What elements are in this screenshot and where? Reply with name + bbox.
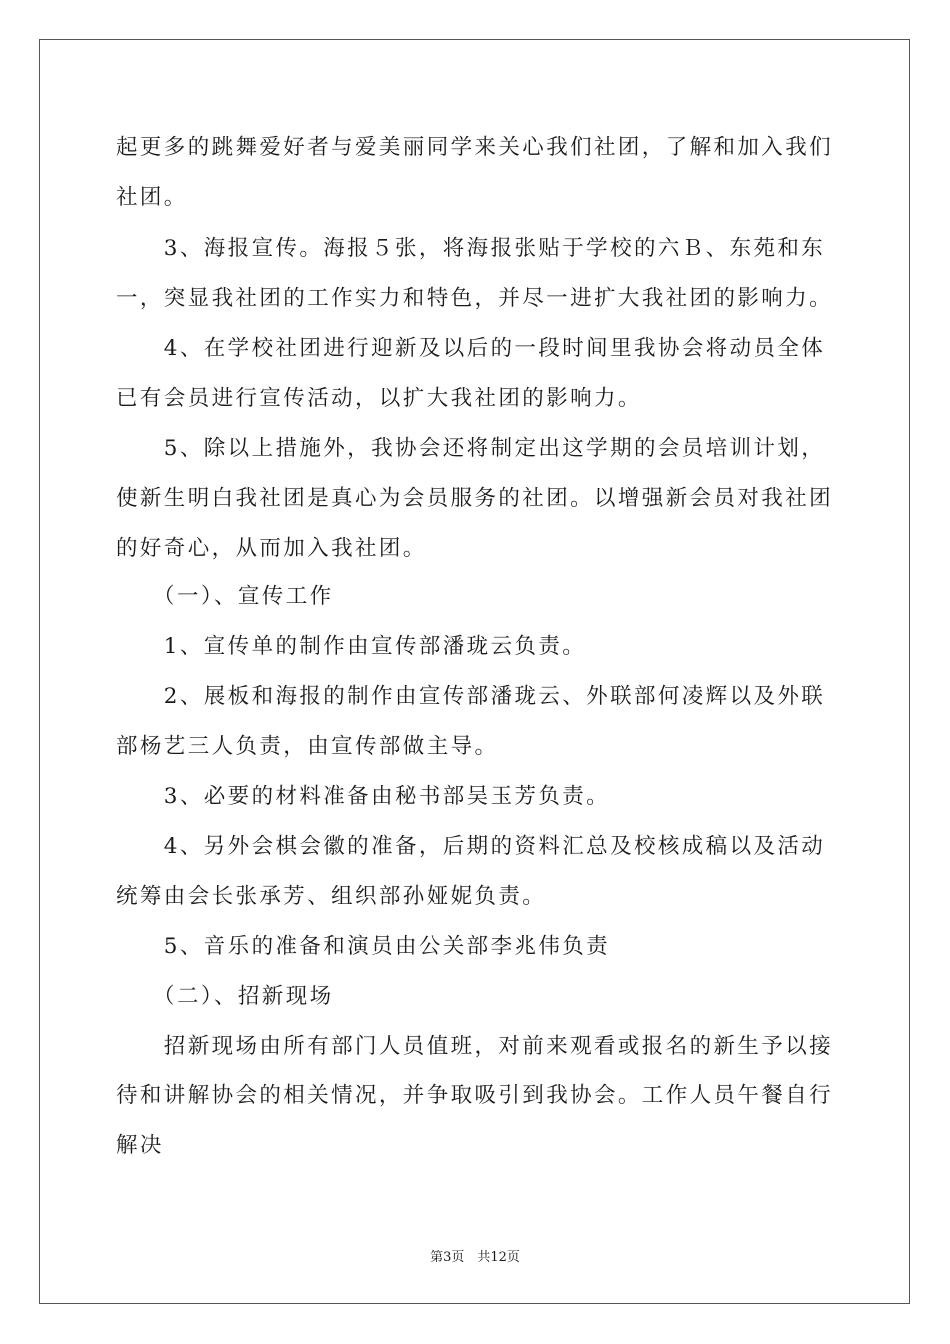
section-heading: （二）、招新现场 — [116, 984, 334, 1009]
text-line: 1、宣传单的制作由宣传部潘珑云负责。 — [116, 634, 587, 659]
page-border — [39, 39, 910, 1304]
text-line: 4、另外会棋会徽的准备，后期的资料汇总及校核成稿以及活动 — [116, 834, 826, 859]
text-line: 3、必要的材料准备由秘书部吴玉芳负责。 — [116, 784, 611, 809]
text-line: 待和讲解协会的相关情况，并争取吸引到我协会。工作人员午餐自行 — [116, 1083, 834, 1108]
text-line: 5、除以上措施外，我协会还将制定出这学期的会员培训计划， — [116, 436, 826, 461]
text-line: 起更多的跳舞爱好者与爱美丽同学来关心我们社团，了解和加入我们 — [116, 135, 834, 160]
text-line: 部杨艺三人负责，由宣传部做主导。 — [116, 734, 499, 759]
text-line: 使新生明白我社团是真心为会员服务的社团。以增强新会员对我社团 — [116, 486, 834, 511]
text-line: 招新现场由所有部门人员值班，对前来观看或报名的新生予以接 — [116, 1034, 834, 1059]
text-line: 5、音乐的准备和演员由公关部李兆伟负责 — [116, 934, 611, 959]
text-line: 社团。 — [116, 185, 188, 210]
section-heading: （一）、宣传工作 — [116, 584, 334, 609]
text-line: 解决 — [116, 1133, 164, 1158]
page-number: 第3页 共12页 — [430, 1250, 520, 1265]
text-line: 已有会员进行宣传活动，以扩大我社团的影响力。 — [116, 386, 642, 411]
text-line: 的好奇心，从而加入我社团。 — [116, 536, 427, 561]
text-line: 一，突显我社团的工作实力和特色，并尽一进扩大我社团的影响力。 — [116, 286, 834, 311]
text-line: 4、在学校社团进行迎新及以后的一段时间里我协会将动员全体 — [116, 336, 826, 361]
text-line: 2、展板和海报的制作由宣传部潘珑云、外联部何凌辉以及外联 — [116, 684, 826, 709]
text-line: 统筹由会长张承芳、组织部孙娅妮负责。 — [116, 884, 547, 909]
text-line: 3、海报宣传。海报５张，将海报张贴于学校的六Ｂ、东苑和东 — [116, 236, 826, 261]
